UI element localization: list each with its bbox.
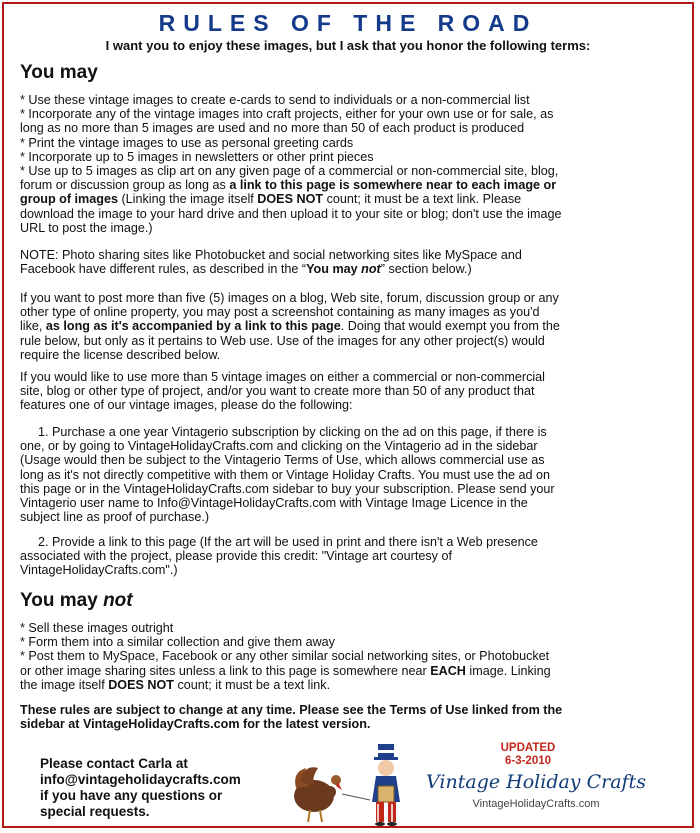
you-may-not-list [20,621,680,692]
contact-block: Please contact Carla at info@vintageholidaycrafts.com if you have any questions or special requests. [40,756,241,819]
link-requirement: a link to this page is somewhere near to each image or [229,178,557,193]
list-item: * Incorporate any of the vintage images into craft projects, either for your own use or for sale, as [20,107,554,122]
list-item: * Post them to MySpace, Facebook or any other similar social networking sites, or Photobucket [20,649,550,664]
list-item: * Form them into a similar collection and give them away [20,635,335,650]
turkey-icon [294,767,342,822]
you-may-heading: You may [20,62,98,83]
brand-url[interactable]: VintageHolidayCrafts.com [472,798,600,810]
list-item: * Use up to 5 images as clip art on any given page of a commercial or non-commercial site, blog, [20,164,559,179]
license-paragraph: If you would like to use more than 5 vintage images on either a commercial or non-commercial site, blog or other type of project, and/or you want to create more than 50 of any product that features one of our vintage images, please do the following: [20,370,545,413]
list-item: * Use these vintage images to create e-cards to send to individuals or a non-commercial list [20,93,530,107]
list-item: the image itself DOES NOT count; it must be a text link. [20,677,331,692]
you-may-list [20,93,680,235]
rules-document [2,2,694,828]
you-may-not-heading: You may not [20,590,133,611]
screenshot-paragraph: If you want to post more than five (5) images on a blog, Web site, forum, discussion group or any other type of online property, you may post a screenshot containing as many images as you'd like, as long as it's accompanied by a link to this page. Doing that would exempt you from the rule below, but only as it pertains to Web use. Use of the images for any other project(s) would require the license described below. [20,291,560,362]
brand-logo: Vintage Holiday Crafts [426,771,646,793]
step-2: 2. Provide a link to this page (If the art will be used in print and there isn't a Web presence associated with the project, please provide this credit: "Vintage art courtesy of VintageHolidayCrafts.com".) [20,535,538,578]
list-item: * Incorporate up to 5 images in newsletters or other print pieces [20,149,374,164]
list-item: forum or discussion group as long as a link to this page is somewhere near to each image or [20,178,557,193]
contact-email[interactable]: info@vintageholidaycrafts.com [40,772,241,787]
list-item: * Print the vintage images to use as personal greeting cards [20,135,354,150]
list-item: long as no more than 5 images are used and no more than 50 of each product is produced [20,121,525,136]
list-item: download the image to your hard drive and then upload it to your site or blog; don't use the image [20,206,562,221]
list-item: URL to post the image.) [20,220,153,235]
terms-notice: These rules are subject to change at any time. Please see the Terms of Use linked from the sidebar at VintageHolidayCrafts.com for the latest version. [20,703,563,732]
list-item: or other image sharing sites unless a link to this page is somewhere near EACH image. Linking [20,663,551,678]
vintage-illustration [290,742,420,828]
updated-badge: UPDATED 6-3-2010 [500,742,556,767]
uncle-sam-figure-icon [372,744,400,826]
list-item: group of images (Linking the image itself DOES NOT count; it must be a text link. Please [20,192,522,207]
note-paragraph: NOTE: Photo sharing sites like Photobucket and social networking sites like MySpace and Facebook have different rules, as described in the “You may not” section below.) [20,248,522,277]
list-item: * Sell these images outright [20,621,174,635]
step-1: 1. Purchase a one year Vintagerio subscription by clicking on the ad on this page, if there is one, or by going to VintageHolidayCrafts.com and clicking on the Vintagerio ad in the sidebar (Usage would then be subject to the Vintagerio Terms of Use, which allows commercial use as long as it's not directly competitive with them or Vintage Holiday Crafts. You must use the ad on this page or in the VintageHolidayCrafts.com sidebar to buy your subscription. Please send your Vintagerio user name to Info@VintageHolidayCrafts.com with Vintage Image Licence in the subject line as proof of purchase.) [20,425,555,525]
page-title: RULES OF THE ROAD [158,10,538,36]
page-subtitle: I want you to enjoy these images, but I ask that you honor the following terms: [105,38,591,53]
